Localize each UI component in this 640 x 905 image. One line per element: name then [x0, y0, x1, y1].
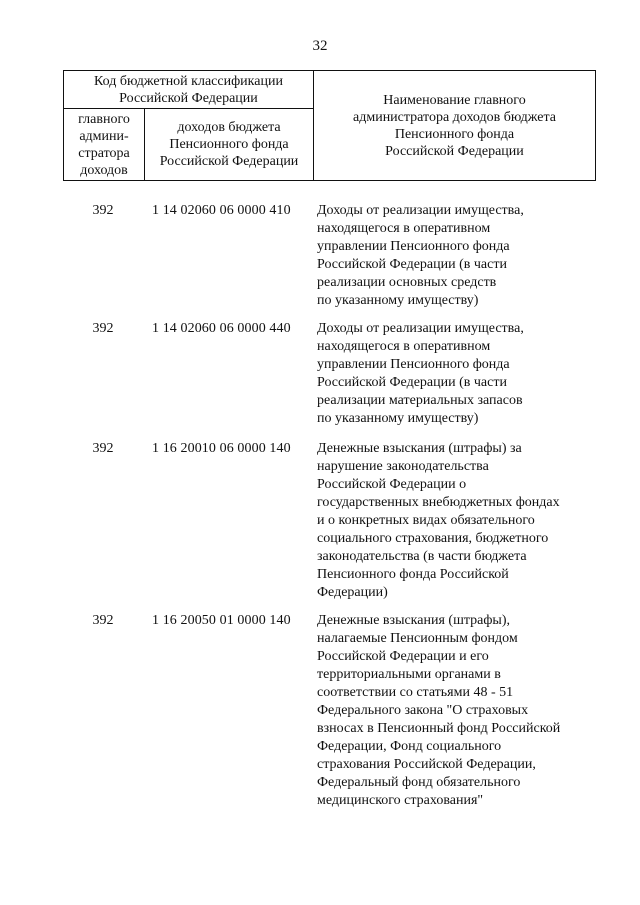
classification-header-table: [63, 70, 596, 181]
revenue-code: 1 16 20050 01 0000 140: [152, 613, 291, 628]
admin-code: 392: [92, 203, 114, 218]
name-line: Денежные взыскания (штрафы),: [317, 613, 510, 628]
name-line: страхования Российской Федерации,: [317, 757, 536, 772]
header-code-line: Пенсионного фонда: [169, 137, 289, 152]
revenue-code: 1 14 02060 06 0000 440: [152, 321, 291, 336]
header-admin-line: стратора: [78, 145, 130, 161]
header-name-line: администратора доходов бюджета: [353, 109, 556, 125]
name-line: Федеральный фонд обязательного: [317, 775, 521, 790]
budget-classification-code-header: [64, 71, 314, 109]
name-line: территориальными органами в: [317, 667, 501, 682]
name-line: соответствии со статьями 48 - 51: [317, 685, 514, 700]
name-line: Денежные взыскания (штрафы) за: [317, 441, 522, 456]
chief-administrator-header: [64, 109, 145, 181]
name-line: реализации материальных запасов: [317, 393, 523, 408]
admin-code: 392: [92, 441, 114, 456]
name-line: находящегося в оперативном: [317, 339, 491, 354]
name-line: государственных внебюджетных фондах: [317, 495, 560, 510]
name-line: Российской Федерации о: [317, 477, 467, 492]
name-line: социального страхования, бюджетного: [317, 531, 549, 546]
revenue-name: [317, 202, 599, 310]
header-group-line: Российской Федерации: [119, 90, 258, 106]
header-admin-line: админи-: [79, 128, 129, 144]
name-line: реализации основных средств: [317, 275, 497, 290]
name-line: медицинского страхования": [317, 793, 484, 808]
name-line: по указанному имуществу): [317, 293, 479, 308]
revenue-name: [317, 440, 599, 602]
revenue-name: [317, 612, 599, 810]
admin-code: 392: [92, 613, 114, 628]
header-name-line: Наименование главного: [383, 92, 526, 108]
name-line: управлении Пенсионного фонда: [317, 239, 510, 254]
revenue-name: [317, 320, 599, 428]
header-code-line: доходов бюджета: [177, 120, 281, 135]
name-line: Российской Федерации (в части: [317, 257, 507, 272]
name-line: Российской Федерации и его: [317, 649, 489, 664]
name-line: находящегося в оперативном: [317, 221, 491, 236]
name-line: по указанному имуществу): [317, 411, 479, 426]
name-line: взносах в Пенсионный фонд Российской: [317, 721, 561, 736]
name-line: Федерации, Фонд социального: [317, 739, 502, 754]
header-admin-line: главного: [78, 111, 130, 127]
name-line: Федерации): [317, 585, 388, 600]
admin-code: 392: [92, 321, 114, 336]
name-line: управлении Пенсионного фонда: [317, 357, 510, 372]
name-line: нарушение законодательства: [317, 459, 489, 474]
name-line: Доходы от реализации имущества,: [317, 203, 524, 218]
revenue-code: 1 16 20010 06 0000 140: [152, 441, 291, 456]
name-line: Российской Федерации (в части: [317, 375, 507, 390]
header-group-line: Код бюджетной классификации: [94, 73, 283, 89]
header-name-line: Пенсионного фонда: [394, 126, 515, 142]
header-name-line: Российской Федерации: [385, 143, 524, 159]
revenue-code-header: [145, 109, 314, 181]
name-line: налагаемые Пенсионным фондом: [317, 631, 518, 646]
name-line: Федерального закона "О страховых: [317, 703, 529, 718]
name-line: Пенсионного фонда Российской: [317, 567, 509, 582]
name-line: и о конкретных видах обязательного: [317, 513, 535, 528]
header-code-line: Российской Федерации: [159, 154, 299, 169]
administrator-name-header: [313, 71, 595, 181]
header-admin-line: доходов: [80, 162, 128, 178]
name-line: Доходы от реализации имущества,: [317, 321, 524, 336]
revenue-code: 1 14 02060 06 0000 410: [152, 203, 291, 218]
page-number: 32: [312, 38, 328, 54]
name-line: законодательства (в части бюджета: [317, 549, 527, 564]
